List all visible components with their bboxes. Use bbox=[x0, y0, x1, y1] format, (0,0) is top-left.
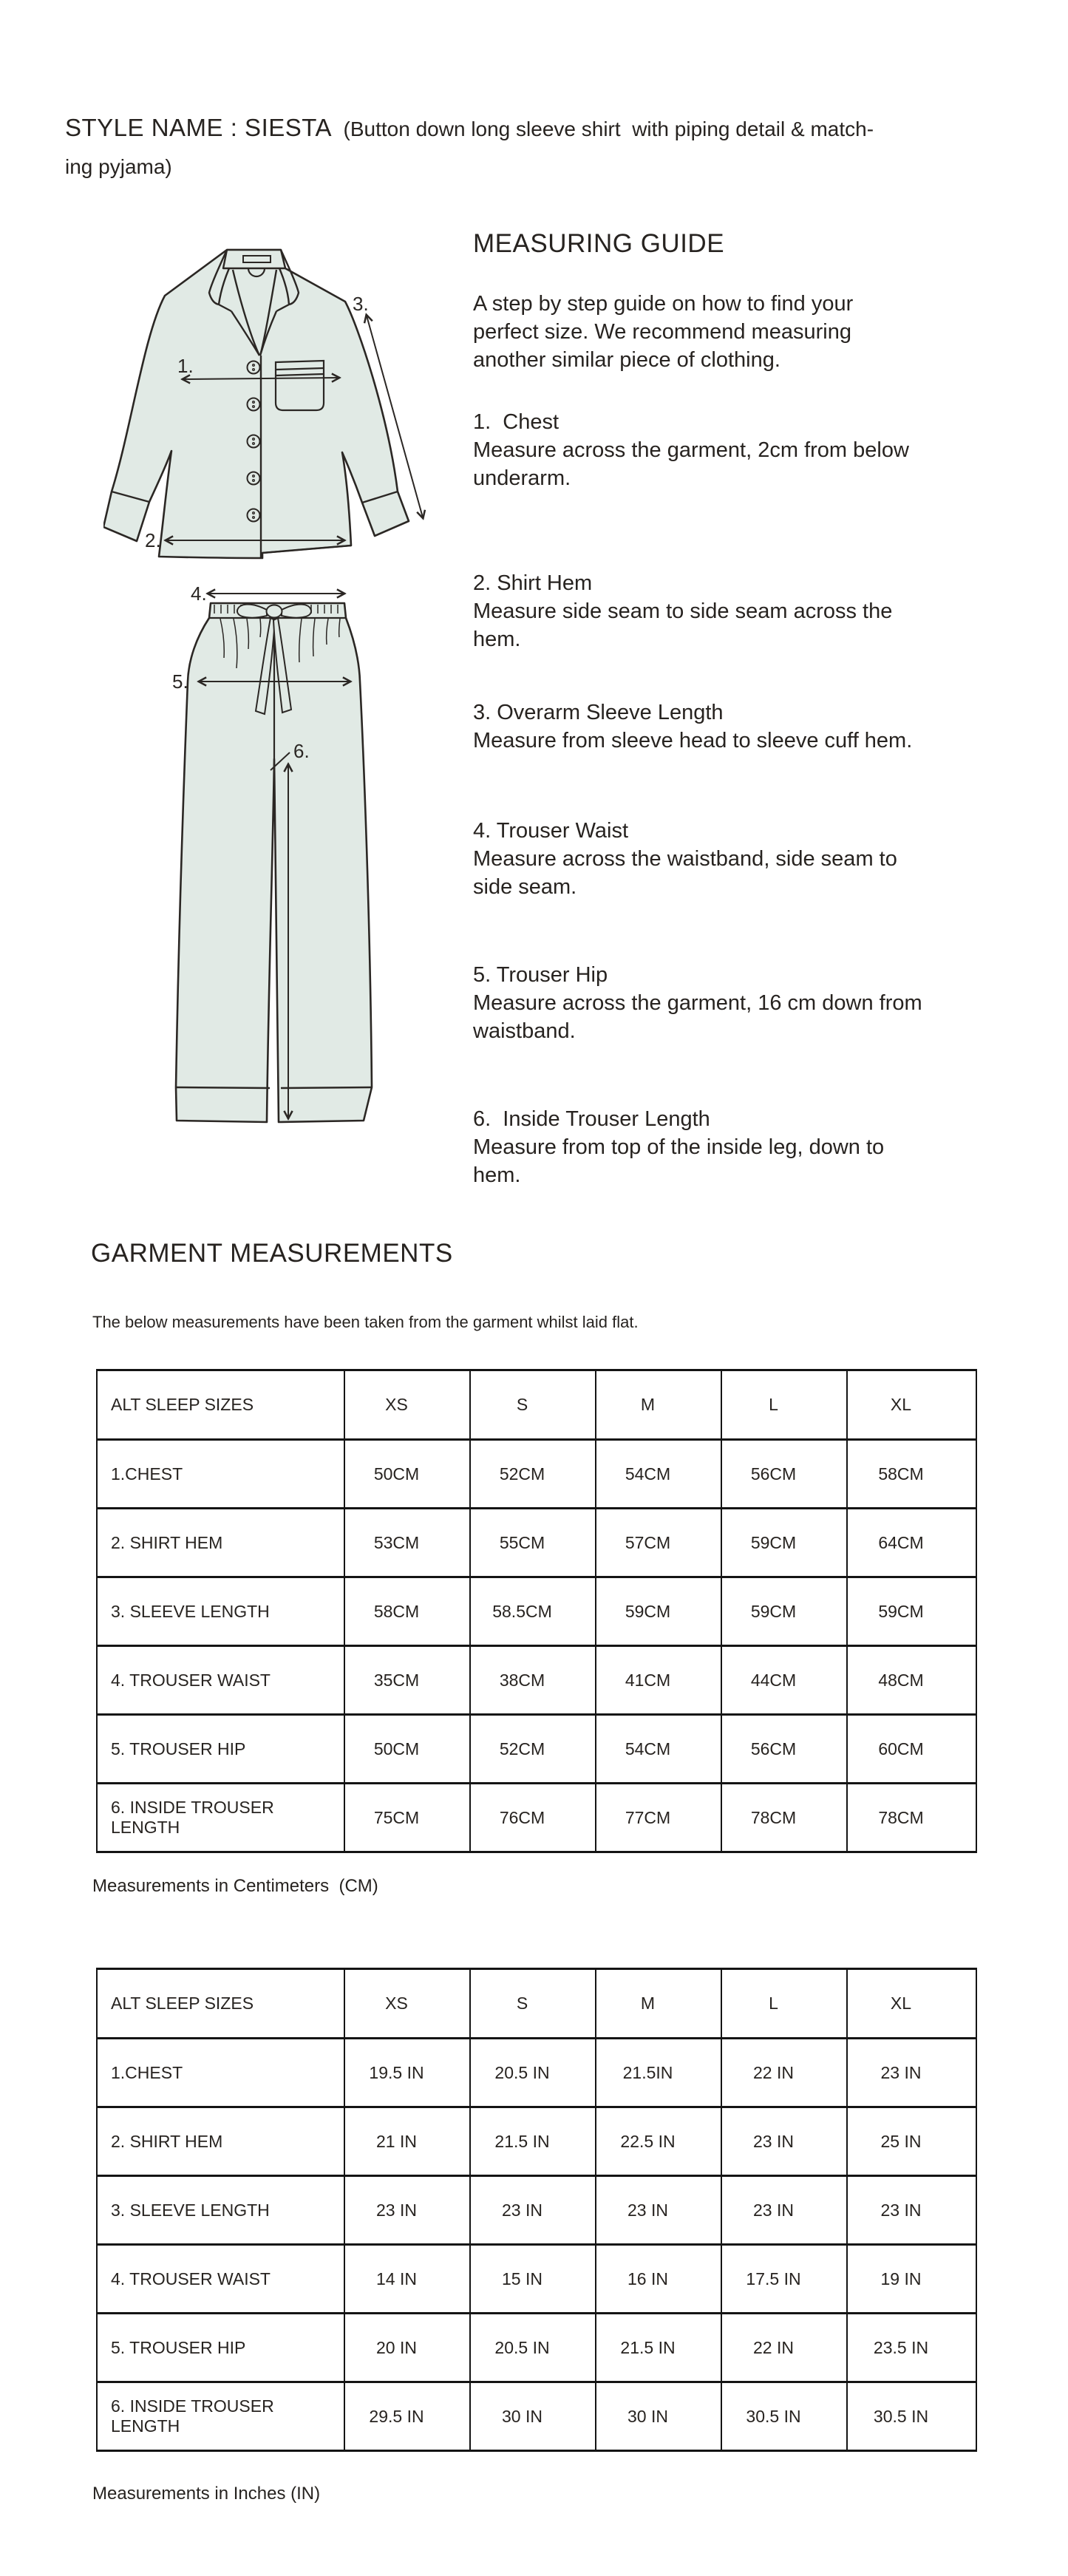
column-header: S bbox=[470, 1969, 596, 2039]
diagram-label-hem: 2. bbox=[145, 529, 161, 551]
measuring-step bbox=[473, 1105, 1020, 1189]
row-label: 6. INSIDE TROUSER LENGTH bbox=[97, 1784, 344, 1852]
measurement-cell: 23 IN bbox=[847, 2176, 976, 2245]
diagram-label-sleeve: 3. bbox=[353, 293, 369, 315]
step-body: Measure across the garment, 16 cm down from waistband. bbox=[473, 991, 922, 1043]
table-caption-cm: Measurements in Centimeters (CM) bbox=[92, 1876, 378, 1896]
measuring-guide-intro: A step by step guide on how to find your perfect size. We recommend measuring another similar piece of clothing. bbox=[473, 292, 854, 372]
measurement-cell: 30.5 IN bbox=[847, 2382, 976, 2451]
measurement-cell: 20.5 IN bbox=[470, 2039, 596, 2107]
measuring-step bbox=[473, 569, 1020, 653]
column-header: XS bbox=[344, 1370, 470, 1440]
measurement-cell: 41CM bbox=[596, 1646, 721, 1715]
measurement-cell: 22.5 IN bbox=[596, 2107, 721, 2176]
measurement-cell: 57CM bbox=[596, 1509, 721, 1577]
measurement-cell: 25 IN bbox=[847, 2107, 976, 2176]
diagram-label-inseam: 6. bbox=[293, 740, 310, 762]
measurement-cell: 22 IN bbox=[721, 2314, 847, 2382]
measurement-cell: 59CM bbox=[721, 1577, 847, 1646]
measurement-cell: 30 IN bbox=[470, 2382, 596, 2451]
table-row bbox=[97, 2382, 976, 2451]
measurement-cell: 52CM bbox=[470, 1440, 596, 1509]
measurement-cell: 23 IN bbox=[721, 2107, 847, 2176]
measurement-cell: 76CM bbox=[470, 1784, 596, 1852]
diagram-label-hip: 5. bbox=[172, 670, 188, 693]
measurement-cell: 53CM bbox=[344, 1509, 470, 1577]
measurement-cell: 16 IN bbox=[596, 2245, 721, 2314]
measurement-cell: 60CM bbox=[847, 1715, 976, 1784]
diagram-label-chest: 1. bbox=[177, 355, 194, 377]
step-title: 6. Inside Trouser Length bbox=[473, 1107, 710, 1131]
style-name: STYLE NAME : SIESTA bbox=[65, 114, 332, 141]
measurement-cell: 35CM bbox=[344, 1646, 470, 1715]
measurement-cell: 54CM bbox=[596, 1715, 721, 1784]
step-body: Measure across the waistband, side seam to side seam. bbox=[473, 847, 897, 899]
size-table-in bbox=[96, 1968, 977, 2452]
step-title: 5. Trouser Hip bbox=[473, 963, 608, 987]
row-label: 1.CHEST bbox=[97, 2039, 344, 2107]
measurement-cell: 21 IN bbox=[344, 2107, 470, 2176]
garment-measurements-heading: GARMENT MEASUREMENTS bbox=[91, 1239, 453, 1268]
table-row bbox=[97, 1577, 976, 1646]
row-label: 4. TROUSER WAIST bbox=[97, 2245, 344, 2314]
measurement-cell: 56CM bbox=[721, 1715, 847, 1784]
measurement-cell: 30 IN bbox=[596, 2382, 721, 2451]
table-row bbox=[97, 2107, 976, 2176]
table-row bbox=[97, 1509, 976, 1577]
table-row bbox=[97, 2176, 976, 2245]
step-title: 2. Shirt Hem bbox=[473, 571, 593, 595]
measurement-cell: 17.5 IN bbox=[721, 2245, 847, 2314]
column-header: L bbox=[721, 1370, 847, 1440]
measurement-cell: 55CM bbox=[470, 1509, 596, 1577]
measurement-cell: 14 IN bbox=[344, 2245, 470, 2314]
measurement-cell: 75CM bbox=[344, 1784, 470, 1852]
measuring-step bbox=[473, 817, 1020, 901]
measurement-cell: 21.5 IN bbox=[596, 2314, 721, 2382]
table-row bbox=[97, 1646, 976, 1715]
step-body: Measure from top of the inside leg, down to hem. bbox=[473, 1135, 885, 1187]
measurement-cell: 78CM bbox=[721, 1784, 847, 1852]
diagram-label-waist: 4. bbox=[191, 582, 207, 605]
measurement-cell: 19 IN bbox=[847, 2245, 976, 2314]
column-header: M bbox=[596, 1969, 721, 2039]
step-body: Measure across the garment, 2cm from below underarm. bbox=[473, 438, 909, 490]
measurement-cell: 50CM bbox=[344, 1440, 470, 1509]
measurement-cell: 23 IN bbox=[847, 2039, 976, 2107]
row-label: 2. SHIRT HEM bbox=[97, 1509, 344, 1577]
table-row bbox=[97, 2245, 976, 2314]
table-row bbox=[97, 2039, 976, 2107]
measurement-cell: 20 IN bbox=[344, 2314, 470, 2382]
measurement-cell: 50CM bbox=[344, 1715, 470, 1784]
row-label: 3. SLEEVE LENGTH bbox=[97, 2176, 344, 2245]
measurement-cell: 21.5 IN bbox=[470, 2107, 596, 2176]
measurement-cell: 56CM bbox=[721, 1440, 847, 1509]
measurement-cell: 23 IN bbox=[596, 2176, 721, 2245]
measuring-step bbox=[473, 961, 1020, 1045]
measurement-cell: 52CM bbox=[470, 1715, 596, 1784]
column-header: M bbox=[596, 1370, 721, 1440]
style-description-line2: ing pyjama) bbox=[65, 155, 172, 178]
measurement-cell: 29.5 IN bbox=[344, 2382, 470, 2451]
column-header: L bbox=[721, 1969, 847, 2039]
collar-stand bbox=[223, 250, 285, 268]
measurement-cell: 59CM bbox=[721, 1509, 847, 1577]
column-header: ALT SLEEP SIZES bbox=[97, 1969, 344, 2039]
measurement-cell: 77CM bbox=[596, 1784, 721, 1852]
measurement-cell: 58.5CM bbox=[470, 1577, 596, 1646]
measurement-cell: 59CM bbox=[596, 1577, 721, 1646]
column-header: S bbox=[470, 1370, 596, 1440]
measurements-note: The below measurements have been taken from the garment whilst laid flat. bbox=[92, 1313, 639, 1331]
measurement-cell: 48CM bbox=[847, 1646, 976, 1715]
column-header: ALT SLEEP SIZES bbox=[97, 1370, 344, 1440]
measurement-cell: 58CM bbox=[344, 1577, 470, 1646]
measurement-cell: 23 IN bbox=[721, 2176, 847, 2245]
measurement-cell: 19.5 IN bbox=[344, 2039, 470, 2107]
row-label: 1.CHEST bbox=[97, 1440, 344, 1509]
style-description-line1: (Button down long sleeve shirt with piping detail & match- bbox=[331, 118, 874, 140]
trousers-illustration bbox=[163, 578, 384, 1143]
measurement-cell: 21.5IN bbox=[596, 2039, 721, 2107]
measurement-cell: 23 IN bbox=[470, 2176, 596, 2245]
measurement-cell: 23.5 IN bbox=[847, 2314, 976, 2382]
table-caption-in: Measurements in Inches (IN) bbox=[92, 2484, 321, 2504]
measuring-step bbox=[473, 699, 1020, 755]
step-body: Measure side seam to side seam across the hem. bbox=[473, 599, 893, 651]
measurement-cell: 59CM bbox=[847, 1577, 976, 1646]
table-row bbox=[97, 1715, 976, 1784]
table-row bbox=[97, 1440, 976, 1509]
measurement-cell: 15 IN bbox=[470, 2245, 596, 2314]
measurement-cell: 20.5 IN bbox=[470, 2314, 596, 2382]
step-body: Measure from sleeve head to sleeve cuff hem. bbox=[473, 729, 913, 752]
column-header: XS bbox=[344, 1969, 470, 2039]
measuring-guide-heading: MEASURING GUIDE bbox=[473, 229, 725, 258]
page-title bbox=[65, 111, 1048, 188]
row-label: 2. SHIRT HEM bbox=[97, 2107, 344, 2176]
shirt-illustration bbox=[103, 245, 429, 567]
table-header-row bbox=[97, 1370, 976, 1440]
measurement-cell: 58CM bbox=[847, 1440, 976, 1509]
step-title: 1. Chest bbox=[473, 410, 559, 434]
measurement-cell: 38CM bbox=[470, 1646, 596, 1715]
table-row bbox=[97, 1784, 976, 1852]
column-header: XL bbox=[847, 1969, 976, 2039]
measurement-cell: 64CM bbox=[847, 1509, 976, 1577]
measuring-step bbox=[473, 408, 1020, 492]
size-table-cm bbox=[96, 1369, 977, 1853]
row-label: 6. INSIDE TROUSER LENGTH bbox=[97, 2382, 344, 2451]
table-row bbox=[97, 2314, 976, 2382]
measurement-cell: 22 IN bbox=[721, 2039, 847, 2107]
column-header: XL bbox=[847, 1370, 976, 1440]
step-title: 4. Trouser Waist bbox=[473, 819, 629, 843]
row-label: 5. TROUSER HIP bbox=[97, 1715, 344, 1784]
row-label: 4. TROUSER WAIST bbox=[97, 1646, 344, 1715]
table-header-row bbox=[97, 1969, 976, 2039]
row-label: 5. TROUSER HIP bbox=[97, 2314, 344, 2382]
measurement-cell: 54CM bbox=[596, 1440, 721, 1509]
measurement-cell: 78CM bbox=[847, 1784, 976, 1852]
step-title: 3. Overarm Sleeve Length bbox=[473, 701, 724, 724]
row-label: 3. SLEEVE LENGTH bbox=[97, 1577, 344, 1646]
measurement-cell: 30.5 IN bbox=[721, 2382, 847, 2451]
measurement-cell: 23 IN bbox=[344, 2176, 470, 2245]
measurement-cell: 44CM bbox=[721, 1646, 847, 1715]
